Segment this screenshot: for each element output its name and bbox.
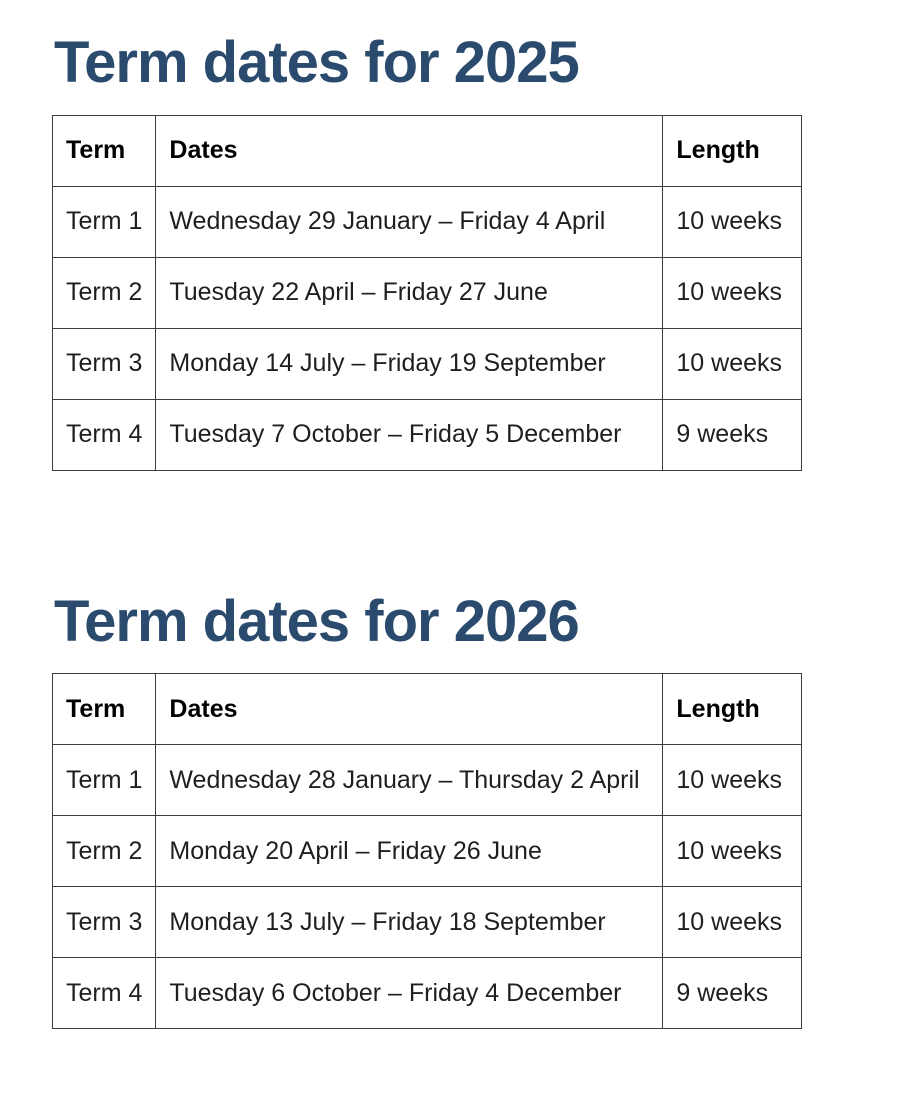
length-cell: 10 weeks [663, 745, 802, 816]
table-header-row [53, 674, 802, 745]
dates-cell: Tuesday 7 October – Friday 5 December [156, 399, 663, 470]
length-cell: 9 weeks [663, 399, 802, 470]
length-cell: 10 weeks [663, 257, 802, 328]
length-column-header: Length [663, 674, 802, 745]
section-heading: Term dates for 2025 [54, 30, 579, 95]
dates-cell: Tuesday 22 April – Friday 27 June [156, 257, 663, 328]
term-cell: Term 3 [53, 887, 156, 958]
dates-cell: Monday 13 July – Friday 18 September [156, 887, 663, 958]
dates-column-header: Dates [156, 115, 663, 186]
table-row [53, 186, 802, 257]
term-cell: Term 4 [53, 399, 156, 470]
length-column-header: Length [663, 115, 802, 186]
length-cell: 10 weeks [663, 816, 802, 887]
length-cell: 9 weeks [663, 958, 802, 1029]
dates-cell: Wednesday 29 January – Friday 4 April [156, 186, 663, 257]
dates-column-header: Dates [156, 674, 663, 745]
table-row [53, 257, 802, 328]
table-row [53, 816, 802, 887]
term-cell: Term 1 [53, 745, 156, 816]
dates-cell: Wednesday 28 January – Thursday 2 April [156, 745, 663, 816]
term-cell: Term 1 [53, 186, 156, 257]
term-column-header: Term [53, 115, 156, 186]
term-dates-section [52, 30, 892, 471]
length-cell: 10 weeks [663, 887, 802, 958]
dates-cell: Monday 20 April – Friday 26 June [156, 816, 663, 887]
table-header-row [53, 115, 802, 186]
table-row [53, 328, 802, 399]
term-cell: Term 3 [53, 328, 156, 399]
table-row [53, 745, 802, 816]
section-heading: Term dates for 2026 [54, 588, 579, 654]
term-dates-table [52, 115, 802, 471]
term-dates-table [52, 673, 802, 1029]
table-row [53, 887, 802, 958]
term-dates-section [52, 589, 892, 1030]
term-cell: Term 2 [53, 257, 156, 328]
term-cell: Term 4 [53, 958, 156, 1029]
length-cell: 10 weeks [663, 328, 802, 399]
dates-cell: Tuesday 6 October – Friday 4 December [156, 958, 663, 1029]
term-cell: Term 2 [53, 816, 156, 887]
table-row [53, 399, 802, 470]
table-row [53, 958, 802, 1029]
term-column-header: Term [53, 674, 156, 745]
length-cell: 10 weeks [663, 186, 802, 257]
dates-cell: Monday 14 July – Friday 19 September [156, 328, 663, 399]
